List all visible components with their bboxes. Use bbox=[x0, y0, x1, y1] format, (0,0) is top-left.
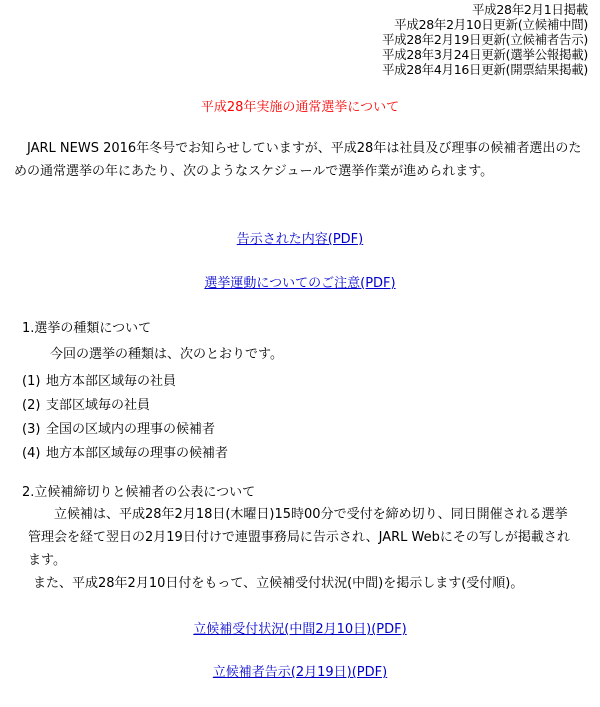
item-text: 全国の区域内の理事の候補者 bbox=[46, 422, 216, 437]
intro-text bbox=[14, 137, 588, 183]
election-type-item bbox=[22, 418, 215, 437]
item-number: (1) bbox=[22, 374, 41, 389]
campaign-pdf-link[interactable]: 選挙運動についてのご注意(PDF) bbox=[204, 276, 396, 291]
page-title: 平成28年実施の通常選挙について bbox=[200, 100, 400, 115]
election-type-item bbox=[22, 370, 176, 389]
notice-pdf-link[interactable]: 告示された内容(PDF) bbox=[236, 232, 364, 247]
section2-paragraph-1: 立候補は、平成28年2月18日(木曜日)15時00分で受付を締め切り、同日開催される選挙管理会を経て翌日の2月19日付けで連盟事務局に告示され、JARL Webにその写しが掲載されます。 bbox=[28, 507, 570, 568]
item-number: (3) bbox=[22, 422, 41, 437]
interim-pdf-link[interactable]: 立候補受付状況(中間2月10日)(PDF) bbox=[193, 622, 407, 637]
update-history bbox=[382, 2, 588, 77]
section2-heading: 2.立候補締切りと候補者の公表について bbox=[22, 485, 256, 500]
election-type-item bbox=[22, 442, 228, 461]
interim-link-row bbox=[0, 618, 600, 637]
section1-heading: 1.選挙の種類について bbox=[22, 321, 152, 336]
update-line: 平成28年2月1日掲載 bbox=[471, 2, 588, 17]
item-text: 支部区域毎の社員 bbox=[46, 398, 151, 413]
notice-link-row bbox=[0, 228, 600, 247]
section1-lead: 今回の選挙の種類は、次のとおりです。 bbox=[50, 347, 283, 362]
item-text: 地方本部区域毎の理事の候補者 bbox=[46, 446, 229, 461]
election-type-item bbox=[22, 394, 150, 413]
section2-paragraph-2: また、平成28年2月10日付をもって、立候補受付状況(中間)を掲示します(受付順)。 bbox=[33, 576, 524, 591]
intro-paragraph: JARL NEWS 2016年冬号でお知らせしていますが、平成28年は社員及び理事の候補者選出のための通常選挙の年にあたり、次のようなスケジュールで選挙作業が進められます。 bbox=[14, 141, 582, 179]
update-line: 平成28年2月19日更新(立候補者告示) bbox=[381, 32, 588, 47]
candidates-pdf-link[interactable]: 立候補者告示(2月19日)(PDF) bbox=[212, 665, 388, 680]
item-number: (4) bbox=[22, 446, 41, 461]
update-line: 平成28年3月24日更新(選挙公報掲載) bbox=[381, 47, 588, 62]
update-line: 平成28年4月16日更新(開票結果掲載) bbox=[381, 62, 588, 77]
item-number: (2) bbox=[22, 398, 41, 413]
campaign-link-row bbox=[0, 272, 600, 291]
candidates-link-row bbox=[0, 661, 600, 680]
update-line: 平成28年2月10日更新(立候補中間) bbox=[394, 17, 588, 32]
section2-body bbox=[28, 503, 573, 595]
item-text: 地方本部区域毎の社員 bbox=[46, 374, 177, 389]
